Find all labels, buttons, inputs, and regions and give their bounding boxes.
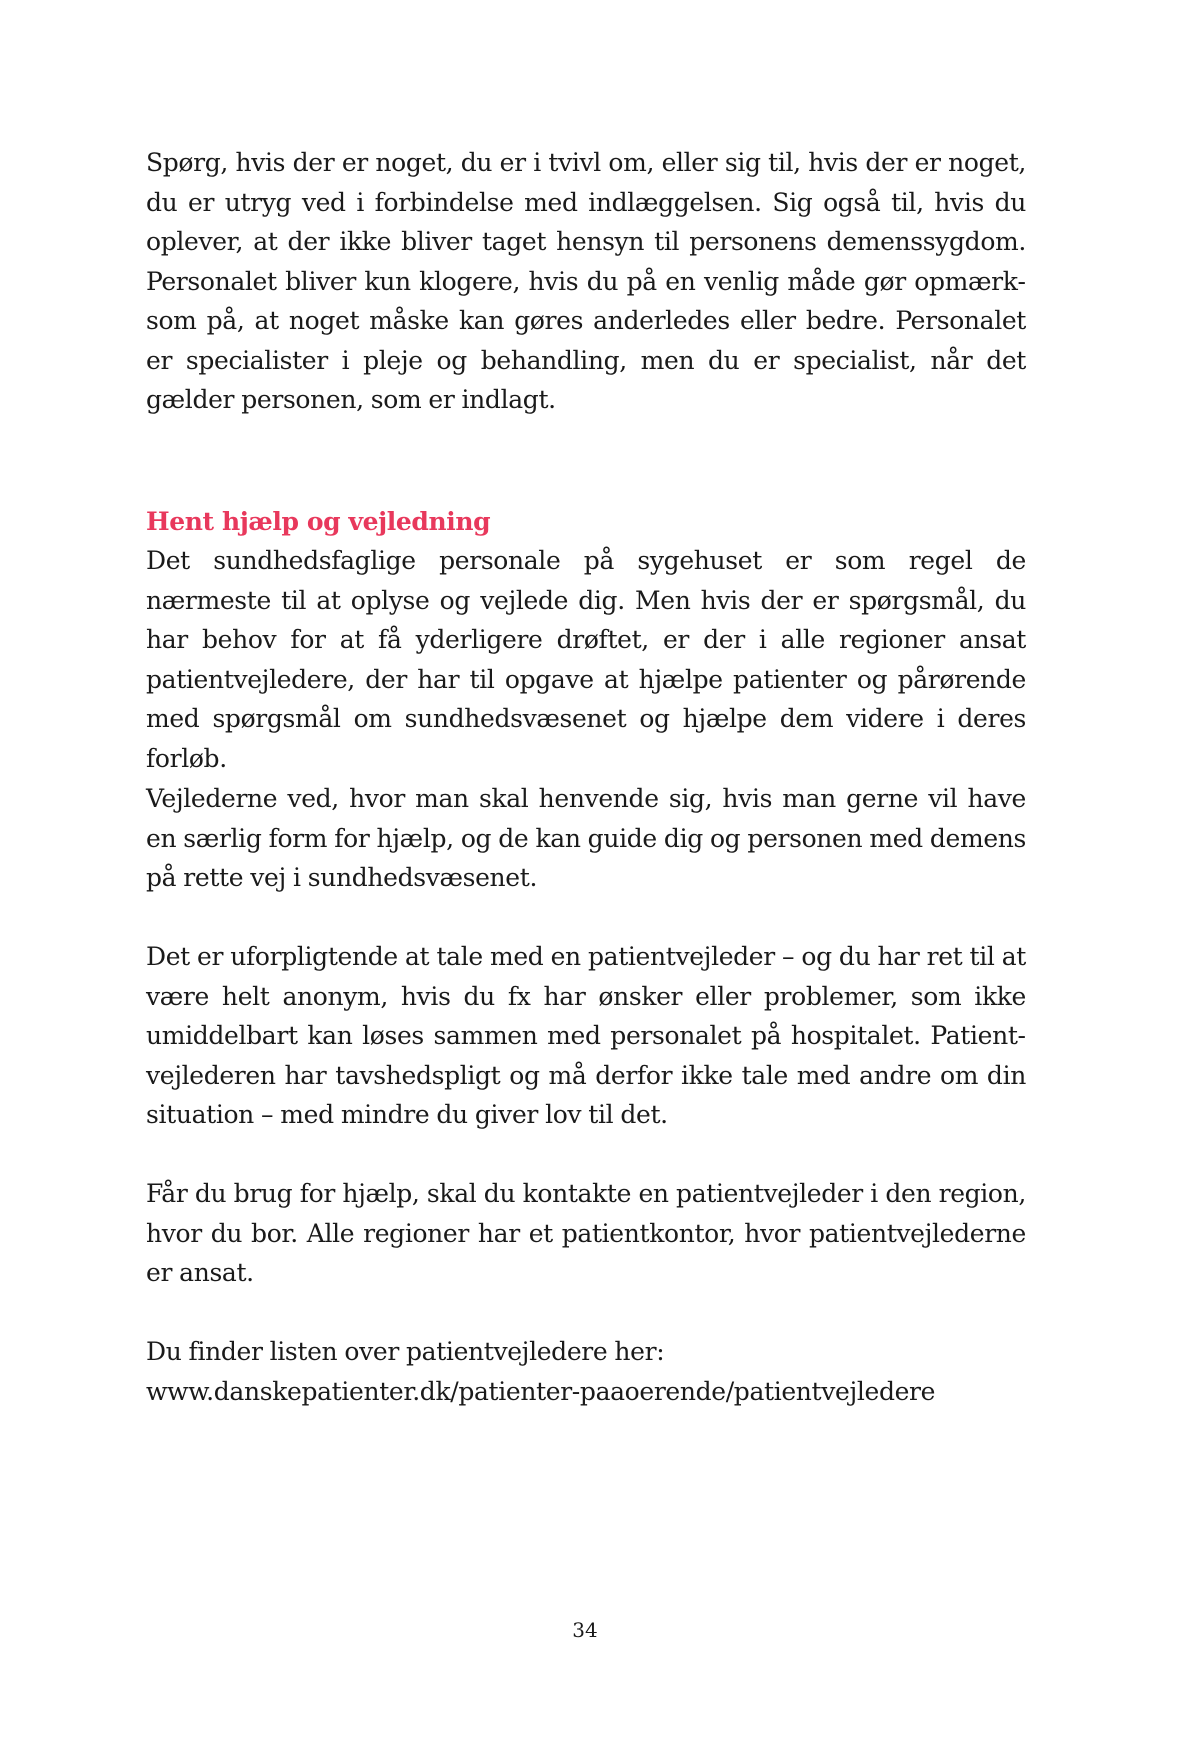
page-number: 34 [572,1618,598,1642]
paragraph-contact: Får du brug for hjælp, skal du kontakte en patientvejleder i den region, hvor du bor. Alle regioner har et patientkontor, hvor patientvejlederne er ansat. [146,1179,1026,1287]
patient-guides-url[interactable]: www.danskepatienter.dk/patienter-paaoerende/patientvejledere [146,1376,936,1406]
paragraph-advice: Spørg, hvis der er noget, du er i tvivl om, eller sig til, hvis der er noget, du er utryg ved i forbindelse med indlæggelsen. Sig også til, hvis du oplever, at der ikke bliver taget hensyn til personens demenssygdom. Personalet bliver kun klogere, hvis du på en venlig måde gør opmærksom på, at noget måske kan gøres anderledes eller bedre. Personalet er specialister i pleje og behandling, men du er specialist, når det gælder personen, som er indlagt. [146,148,1026,414]
section-heading: Hent hjælp og vejledning [146,507,491,536]
list-intro-text: Du finder listen over patientvejledere her: [146,1337,665,1366]
paragraph-guides: Vejlederne ved, hvor man skal henvende sig, hvis man gerne vil have en særlig form for hjælp, og de kan guide dig og personen med demens på rette vej i sundhedsvæsenet. [146,784,1027,892]
paragraph-health-staff: Det sundhedsfaglige personale på sygehuset er som regel de nærmeste til at oplyse og vejlede dig. Men hvis der er spørgsmål, du har behov for at få yderligere drøftet, er der i alle regioner ansat patientvejledere, der har til opgave at hjælpe patienter og pårørende med spørgsmål om sundhedsvæsenet og hjælpe dem videre i deres forløb. [146,546,1026,773]
paragraph-anonymity: Det er uforpligtende at tale med en patientvejleder – og du har ret til at være helt anonym, hvis du fx har ønsker eller problemer, som ikke umiddelbart kan løses sammen med personalet på hospitalet. Patientvejlederen har tavshedspligt og må derfor ikke tale med andre om din situation – med mindre du giver lov til det. [146,942,1026,1129]
paragraph-list-link [146,1332,1026,1411]
